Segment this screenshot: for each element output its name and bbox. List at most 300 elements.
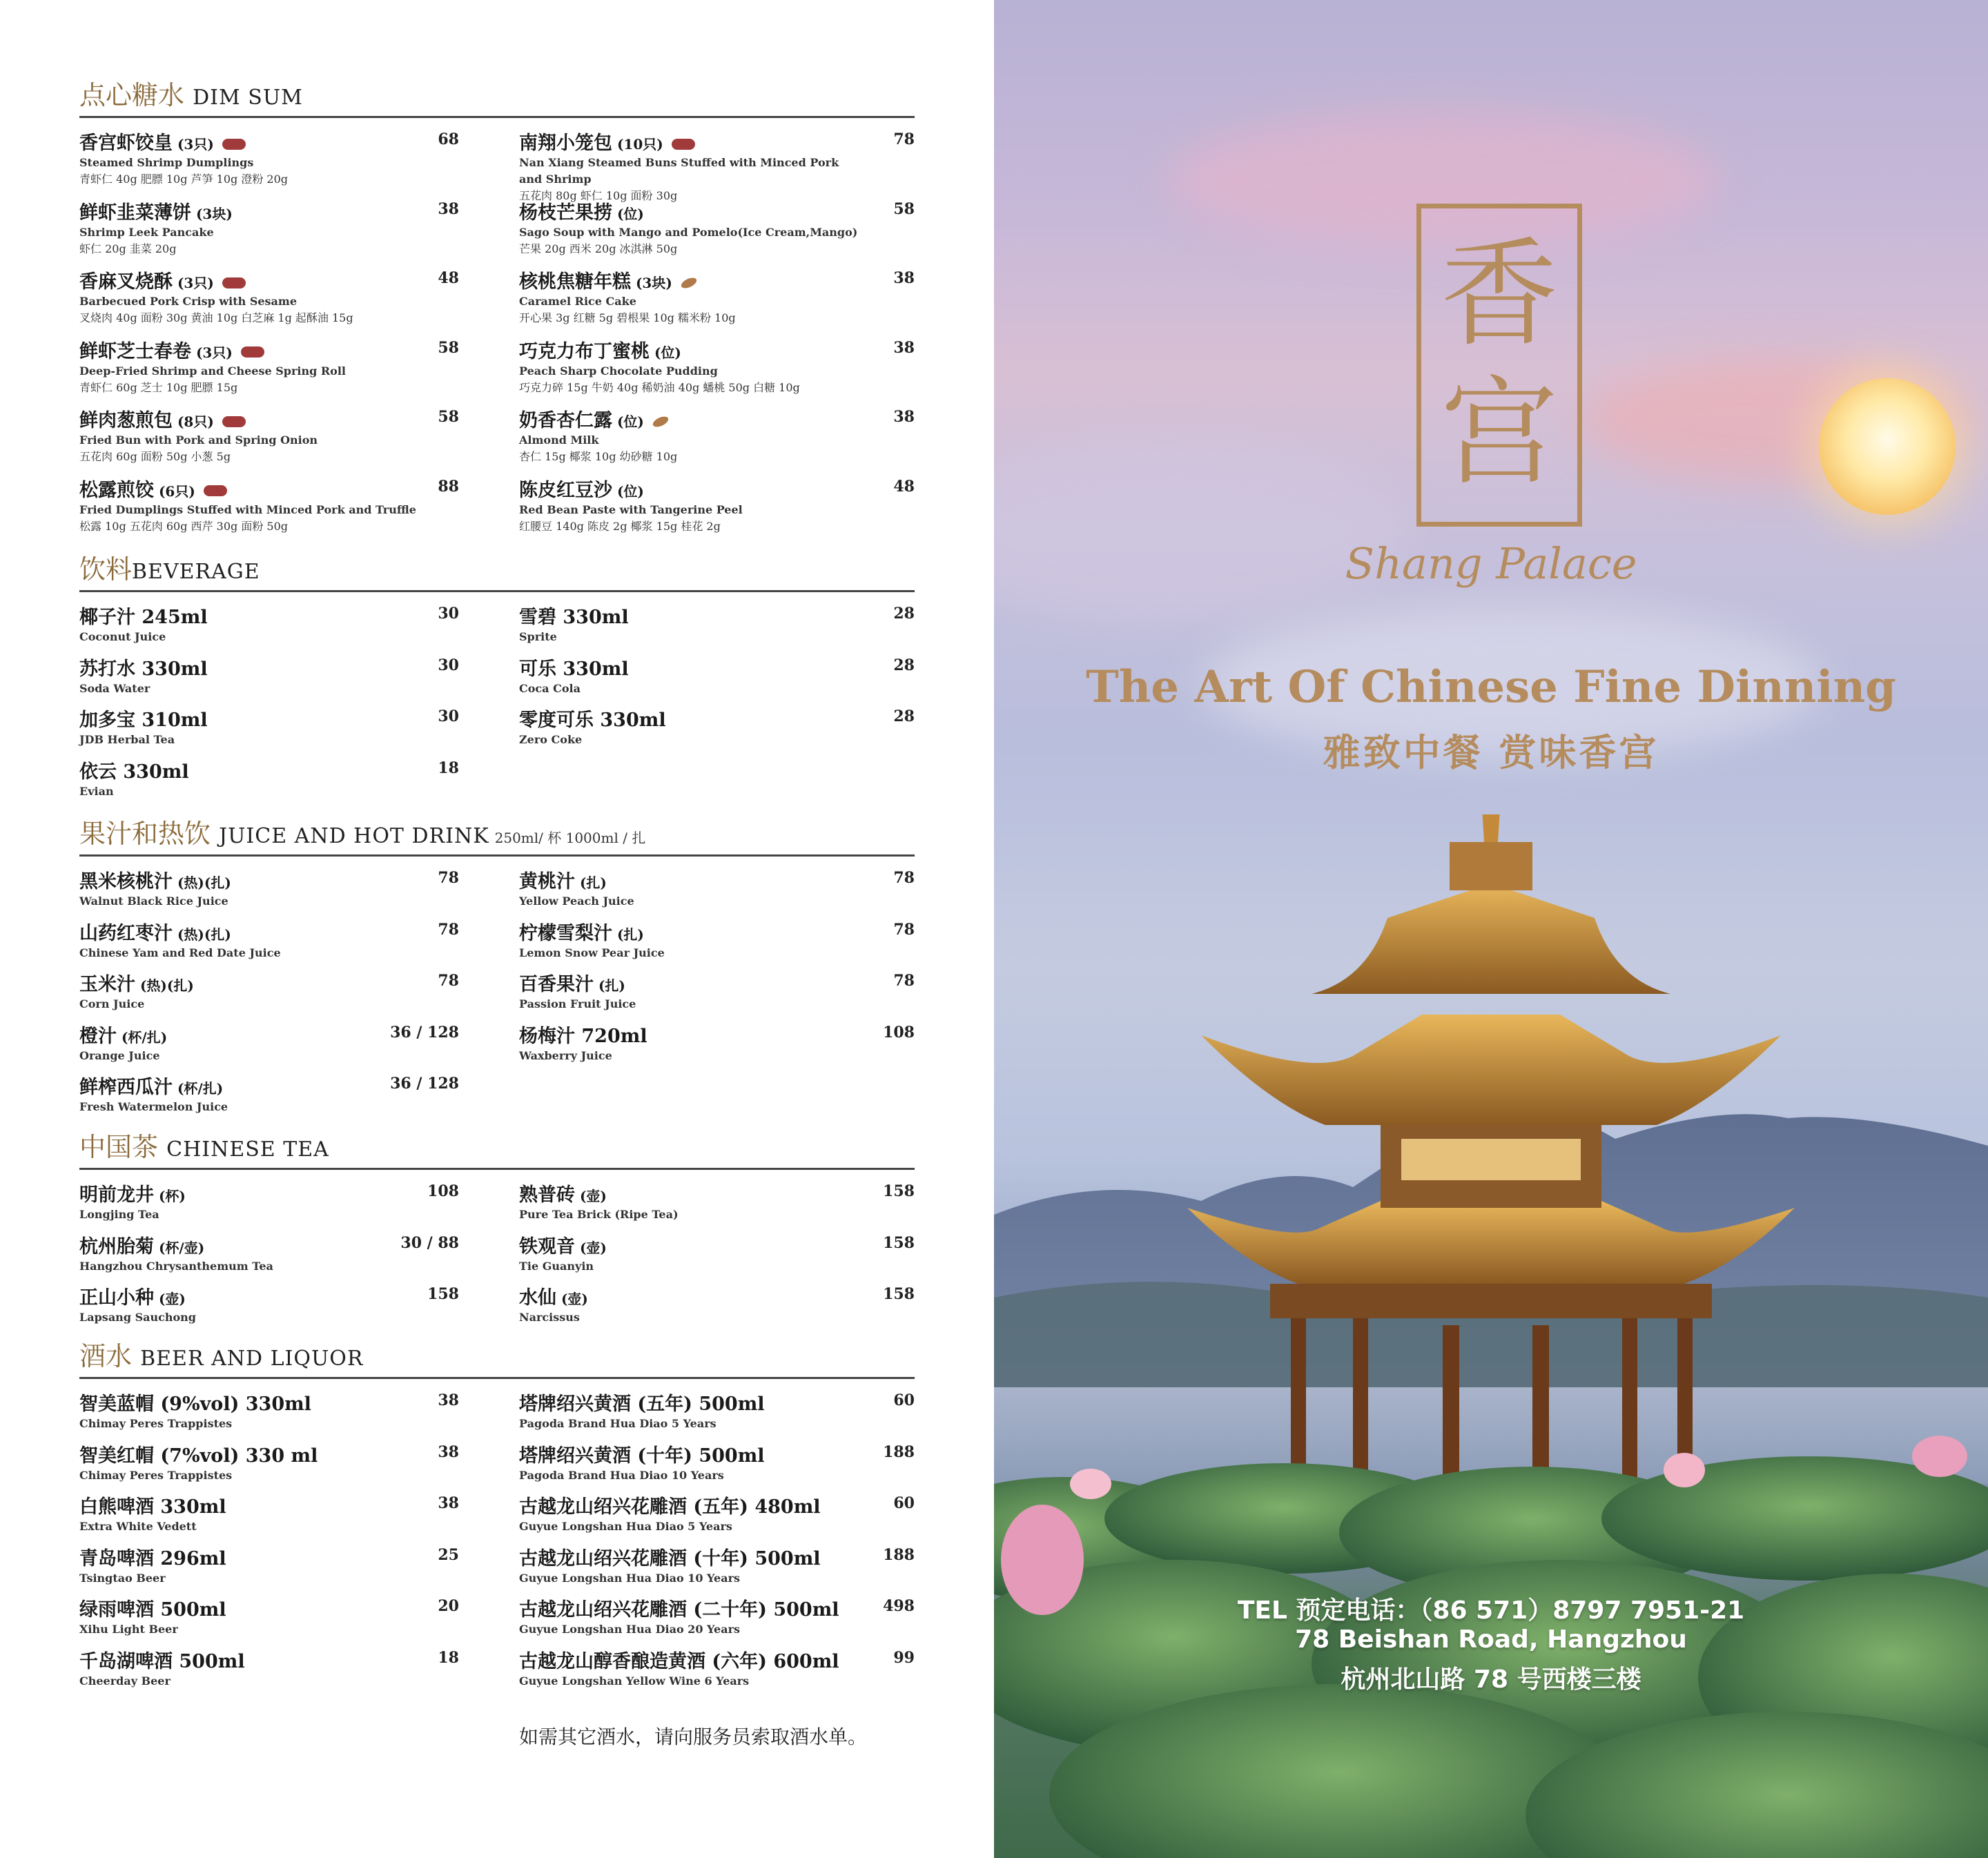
item-ingredients: 开心果 3g 红糖 5g 碧根果 10g 糯米粉 10g — [519, 311, 736, 324]
item-name-zh: 雪碧 330ml — [519, 607, 629, 628]
section-title-zh: 中国茶 — [79, 1132, 159, 1162]
item-name-zh: 橙汁 — [79, 1025, 117, 1047]
item-price: 28 — [893, 656, 915, 674]
item-portion: (位) — [650, 344, 681, 361]
item-name-zh: 杨枝芒果捞 — [519, 202, 612, 224]
menu-item — [79, 1021, 459, 1073]
item-name — [79, 756, 459, 783]
item-price: 88 — [438, 477, 459, 496]
right-column — [519, 1180, 915, 1334]
item-ingredients: 杏仁 15g 椰浆 10g 幼砂糖 10g — [519, 450, 678, 463]
item-portion: (6只) — [154, 482, 195, 500]
item-name-zh: 智美红帽 (7%vol) 330 ml — [79, 1445, 318, 1467]
item-price: 38 — [893, 408, 915, 426]
menu-item — [79, 1492, 459, 1543]
item-name-en: Steamed Shrimp Dumplings — [79, 156, 254, 169]
nut-icon — [651, 414, 670, 429]
item-price: 78 — [438, 920, 459, 939]
left-column — [79, 1180, 459, 1334]
pavilion-landscape — [994, 814, 1988, 1858]
menu-item — [79, 602, 459, 654]
item-name — [79, 197, 459, 224]
item-name-en: Tsingtao Beer — [79, 1571, 166, 1585]
item-portion: (杯/壶) — [154, 1239, 205, 1256]
item-name — [519, 969, 915, 996]
item-name-en: Tie Guanyin — [519, 1259, 594, 1273]
item-name — [519, 128, 915, 155]
item-portion: (壶) — [575, 1239, 607, 1256]
menu-item — [519, 1543, 915, 1595]
item-price: 158 — [883, 1233, 915, 1252]
menu-item — [519, 969, 915, 1021]
item-portion: (位) — [612, 482, 644, 500]
menu-item — [79, 1389, 459, 1440]
menu-item — [519, 336, 915, 406]
item-name-en: Chinese Yam and Red Date Juice — [79, 946, 281, 959]
item-portion: (位) — [612, 413, 644, 430]
item-name-zh: 柠檬雪梨汁 — [519, 922, 612, 944]
right-column — [519, 602, 915, 756]
menu-item — [519, 1282, 915, 1334]
item-name — [519, 1231, 915, 1258]
item-name-zh: 百香果汁 — [519, 974, 594, 995]
item-name-en: JDB Herbal Tea — [79, 733, 175, 746]
item-ingredients: 青虾仁 40g 肥膘 10g 芦笋 10g 澄粉 20g — [79, 173, 289, 186]
pavilion-spire — [1481, 814, 1501, 842]
item-ingredients: 五花肉 60g 面粉 50g 小葱 5g — [79, 450, 231, 463]
item-name-zh: 鲜虾芝士春卷 — [79, 340, 191, 362]
item-portion: (杯) — [154, 1188, 186, 1204]
item-name-en: Cheerday Beer — [79, 1674, 170, 1688]
item-portion: (热)(扎) — [173, 874, 231, 891]
pork-icon — [241, 346, 264, 358]
item-name-zh: 香麻叉烧酥 — [79, 271, 173, 293]
item-name-zh: 鲜虾韭菜薄饼 — [79, 202, 191, 224]
item-name-en: Guyue Longshan Yellow Wine 6 Years — [519, 1674, 750, 1688]
item-name — [79, 1492, 459, 1518]
pavilion-upper-roof — [1201, 1015, 1781, 1125]
section-title-en: DIM SUM — [193, 86, 303, 110]
item-ingredients: 青虾仁 60g 芝士 10g 肥膘 15g — [79, 380, 238, 394]
item-name-zh: 松露煎饺 — [79, 479, 154, 501]
item-portion: (10只) — [612, 136, 663, 153]
item-portion: (3块) — [191, 205, 233, 222]
section-title-en: BEVERAGE — [132, 560, 260, 584]
item-name-zh: 玉米汁 — [79, 974, 135, 995]
beverage-section — [79, 549, 915, 798]
item-name-en: Chimay Peres Trappistes — [79, 1417, 233, 1430]
pork-icon — [204, 485, 227, 496]
item-ingredients: 芒果 20g 西米 20g 冰淇淋 50g — [519, 242, 678, 255]
item-name-en: Fresh Watermelon Juice — [79, 1100, 228, 1113]
menu-item — [519, 1492, 915, 1543]
menu-item — [79, 654, 459, 705]
item-name — [79, 918, 459, 945]
logo-char-bottom: 宫 — [1440, 364, 1558, 501]
item-name — [79, 128, 459, 155]
item-price: 38 — [893, 338, 915, 357]
item-name-zh: 苏打水 330ml — [79, 658, 208, 680]
item-name — [519, 1594, 915, 1621]
right-column — [519, 1389, 915, 1697]
section-header — [79, 813, 915, 857]
item-name-zh: 千岛湖啤酒 500ml — [79, 1650, 245, 1672]
item-price: 78 — [438, 869, 459, 887]
section-title-zh: 酒水 — [79, 1341, 133, 1371]
tea-section — [79, 1126, 915, 1324]
cover-page — [994, 0, 1988, 1858]
item-name — [79, 1646, 459, 1673]
item-name — [79, 405, 459, 432]
item-name — [79, 336, 459, 363]
item-name-zh: 古越龙山绍兴花雕酒 (十年) 500ml — [519, 1547, 821, 1569]
item-name — [79, 475, 459, 502]
item-name — [519, 1021, 915, 1048]
item-name — [519, 197, 915, 224]
item-name — [519, 475, 915, 502]
item-name — [79, 654, 459, 681]
menu-item — [79, 405, 459, 475]
item-name-en: Pagoda Brand Hua Diao 10 Years — [519, 1468, 724, 1482]
item-name-zh: 古越龙山绍兴花雕酒 (五年) 480ml — [519, 1496, 821, 1518]
left-column — [79, 128, 459, 544]
item-price: 158 — [427, 1285, 459, 1303]
item-name-zh: 正山小种 — [79, 1287, 154, 1309]
item-price: 38 — [893, 269, 915, 287]
item-name-zh: 铁观音 — [519, 1235, 575, 1258]
left-column — [79, 866, 459, 1124]
menu-item — [79, 1440, 459, 1492]
contact-address-zh: 杭州北山路 78 号西楼三楼 — [1341, 1665, 1641, 1694]
item-price: 58 — [893, 199, 915, 218]
juice-section — [79, 813, 915, 1113]
item-name-zh: 鲜榨西瓜汁 — [79, 1077, 173, 1098]
item-price: 28 — [893, 605, 915, 623]
item-name — [79, 705, 459, 732]
item-name-en: Pagoda Brand Hua Diao 5 Years — [519, 1417, 717, 1430]
menu-item — [79, 705, 459, 756]
dim-sum-section — [79, 75, 915, 533]
item-name-en: Pure Tea Brick (Ripe Tea) — [519, 1208, 679, 1221]
item-name-en: Narcissus — [519, 1311, 580, 1324]
item-portion: (3块) — [631, 275, 672, 291]
item-name-zh: 核桃焦糖年糕 — [519, 271, 631, 293]
item-name — [519, 602, 915, 629]
section-title-en: JUICE AND HOT DRINK — [219, 824, 489, 848]
item-name — [519, 1646, 915, 1673]
item-name-zh: 依云 330ml — [79, 761, 189, 783]
item-name-en: Nan Xiang Steamed Buns Stuffed with Minced Pork — [519, 156, 839, 169]
menu-item — [519, 918, 915, 970]
item-name-zh: 塔牌绍兴黄酒 (十年) 500ml — [519, 1445, 765, 1467]
menu-item — [79, 1072, 459, 1124]
item-name-en: Orange Juice — [79, 1048, 160, 1062]
item-name-zh: 鲜肉葱煎包 — [79, 410, 173, 431]
section-title-zh: 果汁和热饮 — [79, 819, 211, 849]
menu-item — [519, 866, 915, 918]
item-name — [519, 1492, 915, 1518]
pork-icon — [222, 416, 246, 427]
item-name — [519, 866, 915, 893]
item-price: 99 — [893, 1648, 915, 1667]
item-price: 38 — [438, 1391, 459, 1409]
item-name-zh: 黄桃汁 — [519, 871, 575, 892]
item-name-en: Guyue Longshan Hua Diao 10 Years — [519, 1571, 741, 1585]
item-name-en: Walnut Black Rice Juice — [79, 894, 228, 908]
section-title-en: CHINESE TEA — [166, 1137, 329, 1162]
menu-item — [79, 128, 459, 197]
item-price: 25 — [438, 1545, 459, 1564]
menu-item — [519, 1594, 915, 1646]
section-note: 250ml/ 杯 1000ml / 扎 — [494, 830, 646, 846]
item-price: 108 — [427, 1182, 459, 1200]
item-name-en: Zero Coke — [519, 733, 583, 746]
item-name-en: Coca Cola — [519, 681, 581, 695]
menu-item — [79, 1282, 459, 1334]
item-name-en-continued: and Shrimp — [519, 173, 592, 186]
item-price: 48 — [893, 477, 915, 496]
right-column — [519, 866, 915, 1072]
item-ingredients: 五花肉 80g 虾仁 10g 面粉 30g — [519, 189, 678, 202]
item-name-en: Lemon Snow Pear Juice — [519, 946, 665, 959]
item-name-en: Barbecued Pork Crisp with Sesame — [79, 295, 298, 308]
item-name — [519, 705, 915, 732]
item-name-zh: 杭州胎菊 — [79, 1235, 154, 1258]
item-name — [519, 405, 915, 432]
menu-item — [519, 602, 915, 654]
item-price: 30 — [438, 605, 459, 623]
item-price: 30 / 88 — [400, 1233, 459, 1252]
item-name-zh: 南翔小笼包 — [519, 133, 612, 154]
brand-name: Shang Palace — [1345, 538, 1637, 589]
menu-item — [519, 705, 915, 756]
item-price: 60 — [893, 1391, 915, 1409]
item-name-en: Peach Sharp Chocolate Pudding — [519, 364, 718, 378]
item-name — [79, 1594, 459, 1621]
item-name-zh: 加多宝 310ml — [79, 710, 208, 731]
item-name — [79, 1543, 459, 1570]
item-price: 30 — [438, 707, 459, 725]
item-name-zh: 塔牌绍兴黄酒 (五年) 500ml — [519, 1394, 765, 1415]
logo-frame — [1416, 204, 1582, 527]
cloud — [994, 442, 1408, 621]
tagline-en: The Art Of Chinese Fine Dinning — [1086, 661, 1896, 713]
pavilion-spire-base — [1450, 842, 1532, 890]
item-portion: (8只) — [173, 413, 214, 430]
item-name-zh: 香宫虾饺皇 — [79, 133, 173, 154]
menu-item — [519, 475, 915, 545]
item-name-en: Sago Soup with Mango and Pomelo(Ice Cream,Mango) — [519, 225, 858, 239]
item-price: 48 — [438, 269, 459, 287]
item-name-zh: 椰子汁 245ml — [79, 607, 208, 628]
pork-icon — [222, 277, 246, 289]
item-name-zh: 可乐 330ml — [519, 658, 629, 680]
item-name-en: Soda Water — [79, 681, 150, 695]
item-name-en: Yellow Peach Juice — [519, 894, 634, 908]
item-name-zh: 山药红枣汁 — [79, 922, 173, 944]
pavilion-top-roof — [1312, 883, 1670, 994]
item-name — [519, 918, 915, 945]
item-name — [79, 266, 459, 293]
item-price: 188 — [883, 1443, 915, 1461]
item-price: 36 / 128 — [390, 1075, 459, 1093]
item-name-en: Guyue Longshan Hua Diao 20 Years — [519, 1623, 741, 1636]
sun — [1819, 378, 1956, 515]
item-name — [79, 1389, 459, 1416]
menu-item — [79, 866, 459, 918]
item-portion: (壶) — [154, 1291, 186, 1307]
item-price: 60 — [893, 1494, 915, 1512]
item-price: 38 — [438, 1494, 459, 1512]
item-name-zh: 古越龙山醇香酿造黄酒 (六年) 600ml — [519, 1650, 839, 1672]
item-name-en: Guyue Longshan Hua Diao 5 Years — [519, 1520, 732, 1533]
pavilion-railing — [1270, 1284, 1712, 1318]
item-name — [519, 266, 915, 293]
menu-item — [79, 918, 459, 970]
item-price: 78 — [893, 972, 915, 990]
item-name-zh: 古越龙山绍兴花雕酒 (二十年) 500ml — [519, 1599, 839, 1621]
item-ingredients: 虾仁 20g 韭菜 20g — [79, 242, 177, 255]
menu-item — [79, 266, 459, 336]
pavilion-window — [1401, 1139, 1581, 1180]
item-portion: (杯/扎) — [117, 1028, 168, 1046]
item-price: 30 — [438, 656, 459, 674]
item-name-zh: 白熊啤酒 330ml — [79, 1496, 226, 1518]
nut-icon — [679, 275, 698, 290]
menu-item — [79, 756, 459, 808]
item-portion: (壶) — [556, 1291, 588, 1307]
item-name — [79, 866, 459, 893]
contact-tel: TEL 预定电话：（86 571）8797 7951-21 — [1237, 1596, 1745, 1625]
item-name-en: Sprite — [519, 630, 557, 643]
item-name — [79, 1180, 459, 1206]
item-price: 68 — [438, 130, 459, 148]
item-name — [519, 1180, 915, 1206]
item-name-en: Waxberry Juice — [519, 1048, 612, 1062]
section-header — [79, 1126, 915, 1170]
item-price: 108 — [883, 1023, 915, 1042]
menu-item — [79, 1646, 459, 1698]
menu-item — [519, 1646, 915, 1698]
left-column — [79, 602, 459, 808]
item-portion: (3只) — [173, 136, 214, 153]
item-name — [519, 654, 915, 681]
contact-address-en: 78 Beishan Road, Hangzhou — [1295, 1625, 1687, 1654]
item-ingredients: 叉烧肉 40g 面粉 30g 黄油 10g 白芝麻 1g 起酥油 15g — [79, 311, 353, 324]
item-price: 78 — [893, 130, 915, 148]
item-name-en: Deep-Fried Shrimp and Cheese Spring Roll — [79, 364, 346, 378]
section-title-zh: 点心糖水 — [79, 80, 185, 110]
item-name-zh: 奶香杏仁露 — [519, 410, 612, 431]
item-price: 36 / 128 — [390, 1023, 459, 1042]
item-name-zh: 明前龙井 — [79, 1184, 154, 1206]
item-name-zh: 杨梅汁 720ml — [519, 1025, 647, 1047]
item-name-en: Longjing Tea — [79, 1208, 159, 1221]
item-name-zh: 黑米核桃汁 — [79, 871, 173, 892]
item-price: 38 — [438, 1443, 459, 1461]
section-title-zh: 饮料 — [79, 554, 133, 585]
menu-item — [519, 405, 915, 475]
menu-item — [519, 128, 915, 202]
item-price: 20 — [438, 1597, 459, 1615]
menu-item — [519, 1231, 915, 1283]
item-name-en: Fried Dumplings Stuffed with Minced Pork and Truffle — [79, 502, 416, 516]
item-name-en: Extra White Vedett — [79, 1520, 197, 1533]
item-name-en: Almond Milk — [519, 433, 599, 447]
section-header — [79, 1336, 915, 1379]
section-header — [79, 75, 915, 118]
menu-item — [79, 1180, 459, 1231]
item-name-en: Chimay Peres Trappistes — [79, 1468, 233, 1482]
item-price: 498 — [883, 1597, 915, 1615]
item-name-en: Coconut Juice — [79, 630, 166, 643]
left-column — [79, 1389, 459, 1697]
pork-icon — [672, 139, 695, 150]
item-name-en: Caramel Rice Cake — [519, 295, 636, 308]
logo-char-top: 香 — [1440, 226, 1558, 363]
menu-item — [519, 266, 915, 336]
item-name-en: Red Bean Paste with Tangerine Peel — [519, 502, 743, 516]
item-price: 158 — [883, 1285, 915, 1303]
menu-item — [79, 336, 459, 406]
item-name-en: Xihu Light Beer — [79, 1623, 178, 1636]
item-price: 38 — [438, 199, 459, 218]
item-name — [79, 969, 459, 996]
item-name-en: Passion Fruit Juice — [519, 997, 636, 1010]
item-portion: (扎) — [612, 926, 644, 943]
item-name-en: Corn Juice — [79, 997, 145, 1010]
menu-item — [519, 1180, 915, 1231]
item-portion: (热)(扎) — [173, 926, 231, 943]
menu-item — [79, 475, 459, 545]
item-ingredients: 巧克力碎 15g 牛奶 40g 稀奶油 40g 蟠桃 50g 白糖 10g — [519, 380, 800, 394]
item-portion: (热)(扎) — [135, 977, 194, 994]
item-name — [79, 602, 459, 629]
item-name-zh: 智美蓝帽 (9%vol) 330ml — [79, 1394, 311, 1415]
menu-item — [519, 654, 915, 705]
item-name-en: Lapsang Sauchong — [79, 1311, 196, 1324]
item-name — [79, 1440, 459, 1467]
item-name-zh: 零度可乐 330ml — [519, 710, 666, 731]
item-price: 18 — [438, 1648, 459, 1667]
menu-item — [519, 1440, 915, 1492]
item-name-zh: 绿雨啤酒 500ml — [79, 1599, 226, 1621]
item-price: 78 — [893, 920, 915, 939]
item-ingredients: 松露 10g 五花肉 60g 西芹 30g 面粉 50g — [79, 519, 289, 533]
item-name — [519, 1543, 915, 1570]
right-column — [519, 128, 915, 544]
item-name — [79, 1282, 459, 1309]
menu-item — [519, 197, 915, 267]
item-price: 78 — [438, 972, 459, 990]
item-portion: (3只) — [191, 344, 233, 361]
item-price: 58 — [438, 408, 459, 426]
item-name — [519, 1440, 915, 1467]
item-price: 28 — [893, 707, 915, 725]
item-name-en: Fried Bun with Pork and Spring Onion — [79, 433, 318, 447]
menu-item — [79, 197, 459, 267]
liquor-section — [79, 1336, 915, 1688]
footnote: 如需其它酒水，请向服务员索取酒水单。 — [519, 1725, 868, 1748]
item-portion: (3只) — [173, 275, 214, 291]
item-name-zh: 陈皮红豆沙 — [519, 479, 612, 501]
item-portion: (位) — [612, 205, 644, 222]
pork-icon — [222, 139, 246, 150]
item-name-zh: 青岛啤酒 296ml — [79, 1547, 226, 1569]
item-price: 78 — [893, 869, 915, 887]
tagline-zh: 雅致中餐 赏味香宫 — [1323, 730, 1659, 774]
menu-item — [79, 969, 459, 1021]
